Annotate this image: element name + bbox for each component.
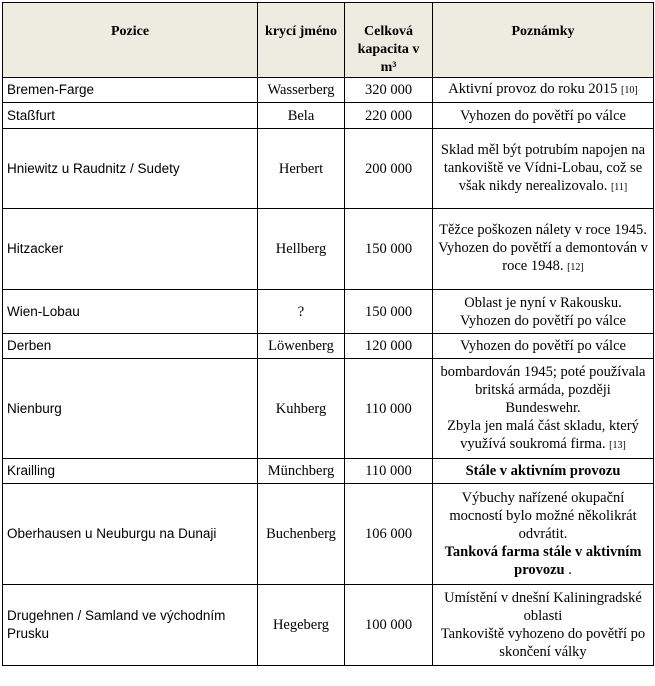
note-text: bombardován 1945; poté používala britská armáda, později Bundeswehr. [440,363,646,416]
header-capacity: Celková kapacita v m³ [345,3,433,78]
table-row [3,290,654,334]
cell-notes [433,209,654,290]
cell-notes [433,359,654,459]
cell-position: Drugehnen / Samland ve východním Prusku [3,585,258,666]
note-text: Vyhozen do povětří po válce [460,107,626,124]
cell-capacity: 150 000 [345,209,433,290]
table-row [3,103,654,129]
cell-position: Bremen-Farge [3,78,258,103]
cell-notes [433,78,654,103]
cell-notes [433,290,654,334]
cell-code-name: Wasserberg [258,78,345,103]
table-row [3,78,654,103]
cell-notes [433,103,654,129]
table-row [3,334,654,359]
header-notes: Poznámky [433,3,654,78]
cell-notes [433,334,654,359]
header-code-name: krycí jméno [258,3,345,78]
note-text: Sklad měl být potrubím napojen na tankoviště ve Vídni-Lobau, což se však nikdy nerealizovalo. [440,141,646,194]
note-bold-text: Stále v aktivním provozu [465,463,621,479]
note-text: Výbuchy nařízené okupační mocností bylo možné několikrát odvrátit. [449,490,637,542]
note-text: Aktivní provoz do roku 2015 [448,81,618,97]
cell-capacity: 200 000 [345,129,433,209]
table-row [3,585,654,666]
cell-notes [433,484,654,585]
cell-position: Wien-Lobau [3,290,258,334]
table-header-row [3,3,654,78]
note-text: Umístění v dnešní Kaliningradské oblasti [444,590,642,624]
header-position: Pozice [3,3,258,78]
cell-capacity: 120 000 [345,334,433,359]
cell-code-name: Hellberg [258,209,345,290]
cell-position: Nienburg [3,359,258,459]
cell-capacity: 110 000 [345,459,433,484]
table-row [3,459,654,484]
table-row [3,129,654,209]
cell-notes [433,459,654,484]
cell-position: Derben [3,334,258,359]
cell-capacity: 110 000 [345,359,433,459]
cell-code-name: Bela [258,103,345,129]
cell-notes [433,129,654,209]
cell-position: Oberhausen u Neuburgu na Dunaji [3,484,258,585]
note-text: Tankoviště vyhozeno do povětří po skončení války [440,626,646,660]
cell-code-name: Herbert [258,129,345,209]
reference-link[interactable]: [12] [567,262,584,273]
cell-capacity: 100 000 [345,585,433,666]
note-text: Vyhozen do povětří po válce [460,312,626,329]
cell-capacity: 320 000 [345,78,433,103]
cell-capacity: 220 000 [345,103,433,129]
cell-capacity: 106 000 [345,484,433,585]
cell-code-name: Hegeberg [258,585,345,666]
note-text: Vyhozen do povětří a demontován v roce 1948. [438,240,648,274]
reference-link[interactable]: [10] [621,85,638,96]
note-text: Zbyla jen malá část skladu, který využívá soukromá firma. [447,417,639,452]
reference-link[interactable]: [13] [609,439,626,451]
note-bold-text: Tanková farma stále v aktivním provozu [444,544,642,578]
cell-code-name: ? [258,290,345,334]
table-row [3,359,654,459]
storage-table [2,2,654,666]
cell-code-name: Löwenberg [258,334,345,359]
cell-code-name: Münchberg [258,459,345,484]
table-row [3,209,654,290]
reference-link[interactable]: [11] [610,181,628,193]
cell-position: Staßfurt [3,103,258,129]
cell-position: Hitzacker [3,209,258,290]
table-row [3,484,654,585]
cell-notes [433,585,654,666]
note-text: Oblast je nyní v Rakousku. [464,294,622,311]
note-text: Těžce poškozen nálety v roce 1945. [439,222,647,238]
cell-capacity: 150 000 [345,290,433,334]
cell-code-name: Buchenberg [258,484,345,585]
cell-position: Krailling [3,459,258,484]
cell-position: Hniewitz u Raudnitz / Sudety [3,129,258,209]
note-text: Vyhozen do povětří po válce [460,338,626,354]
cell-code-name: Kuhberg [258,359,345,459]
note-tail: . [564,562,572,578]
